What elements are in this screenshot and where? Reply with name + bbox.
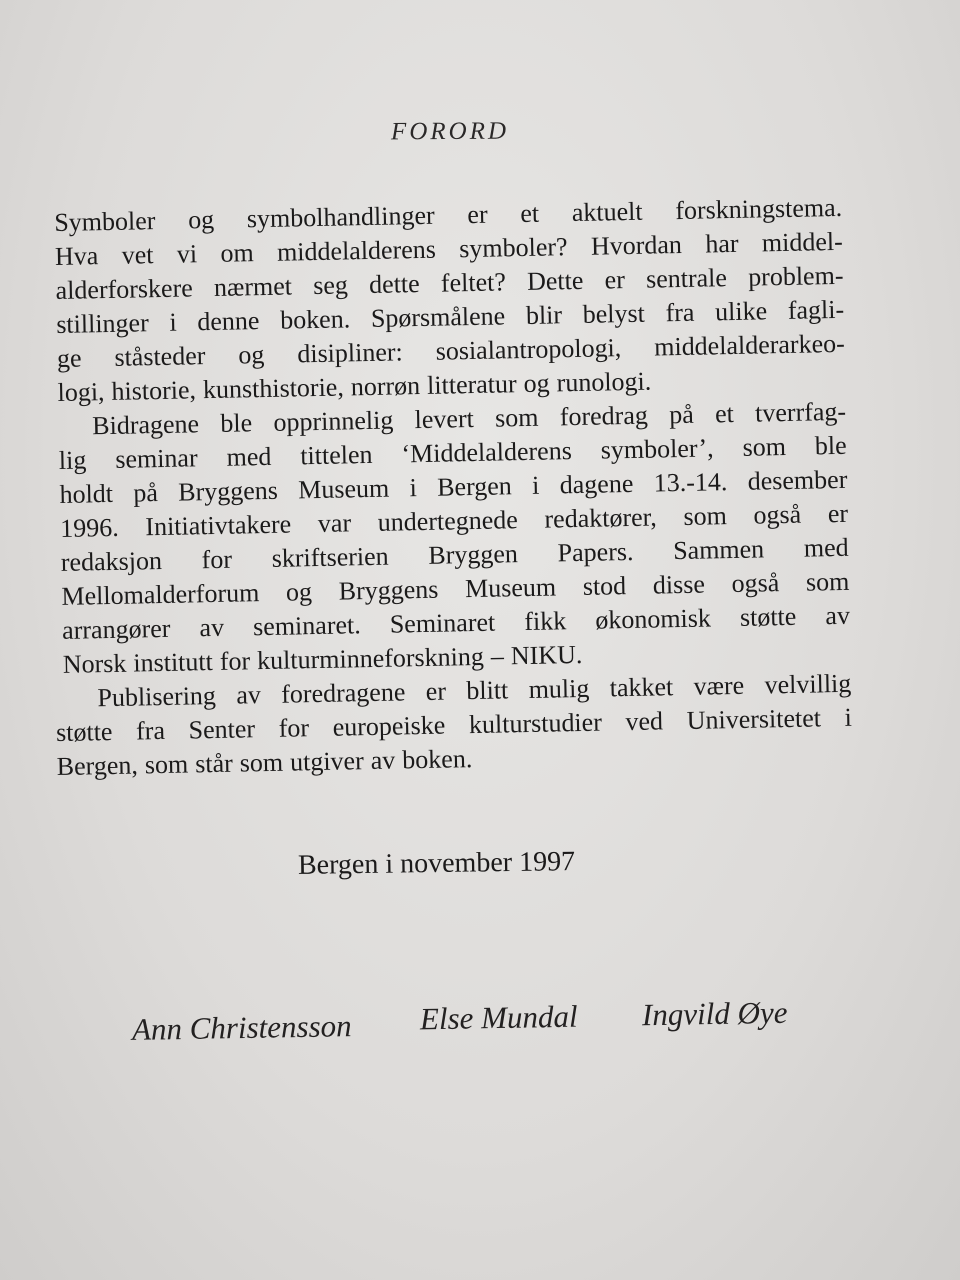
- text-line: Publisering av foredragene er blitt mulig takket være velvillig: [97, 668, 852, 713]
- text-line: støtte fra Senter for europeiske kulturstudier ved Universitetet i: [55, 702, 853, 748]
- text-line: logi, historie, kunsthistorie, norrøn litteratur og runologi.: [57, 366, 652, 407]
- page-heading: FORORD: [390, 117, 510, 146]
- text-line: Symboler og symbolhandlinger er et aktuelt forskningstema.: [54, 192, 843, 237]
- text-line: alderforskere nærmet seg dette feltet? Dette er sentrale problem-: [55, 260, 844, 305]
- editor-signature: Ann Christensson: [131, 1008, 352, 1047]
- place-and-date: Bergen i november 1997: [297, 846, 576, 881]
- text-line: stillinger i denne boken. Spørsmålene blir belyst fra ulike fagli-: [55, 294, 845, 339]
- text-line: Bidragene ble opprinnelig levert som foredrag på et tverrfag-: [91, 396, 847, 441]
- text-line: Bergen, som står som utgiver av boken.: [56, 744, 473, 782]
- text-line: 1996. Initiativtakere var undertegnede redaktører, som også er: [59, 498, 849, 543]
- text-line: arrangører av seminaret. Seminaret fikk økonomisk støtte av: [61, 600, 851, 645]
- text-line: holdt på Bryggens Museum i Bergen i dagene 13.-14. desember: [59, 464, 848, 509]
- editor-signature: Else Mundal: [419, 998, 578, 1037]
- text-line: Norsk institutt for kulturminneforskning – NIKU.: [62, 639, 583, 679]
- text-line: lig seminar med tittelen ‘Middelalderens symboler’, som ble: [58, 430, 847, 475]
- foreword-body: [54, 191, 853, 784]
- editor-signature: Ingvild Øye: [641, 994, 788, 1033]
- text-line: redaksjon for skriftserien Bryggen Papers. Sammen med: [60, 532, 849, 577]
- text-line: Hva vet vi om middelalderens symboler? Hvordan har middel-: [54, 226, 844, 271]
- text-line: ge ståsteder og disipliner: sosialantropologi, middelalderarkeo-: [56, 328, 846, 373]
- text-line: Mellomalderforum og Bryggens Museum stod disse også som: [61, 566, 850, 611]
